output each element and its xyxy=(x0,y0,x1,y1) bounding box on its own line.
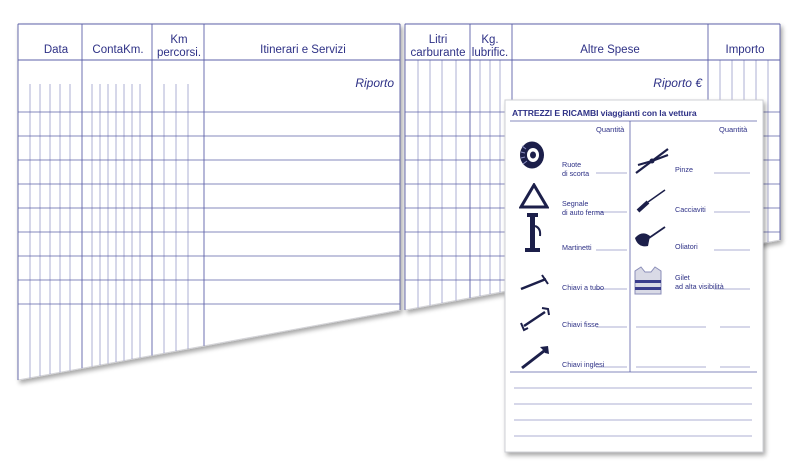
item-label-chiavi-inglesi: Chiavi inglesi xyxy=(562,360,605,369)
quantity-label-left: Quantità xyxy=(596,125,625,134)
right-riporto: Riporto € xyxy=(653,76,702,90)
item-label-martinetti: Martinetti xyxy=(562,243,592,252)
item-label-pinze: Pinze xyxy=(675,165,693,174)
screwdriver-icon xyxy=(634,187,668,215)
card-title: ATTREZZI E RICAMBI viaggianti con la vettura xyxy=(512,108,697,118)
tire-icon xyxy=(518,140,546,170)
item-label-cacciaviti: Cacciaviti xyxy=(675,205,706,214)
item-label-oliatori: Oliatori xyxy=(675,242,698,251)
left-riporto: Riporto xyxy=(355,76,394,90)
header-itinerari-servizi: Itinerari e Servizi xyxy=(260,44,346,56)
tube-wrench-icon xyxy=(518,274,552,292)
quantity-label-right: Quantità xyxy=(719,125,748,134)
item-label-chiavi-tubo: Chiavi a tubo xyxy=(562,283,604,292)
car-jack-icon xyxy=(522,212,544,254)
header-kg-lubrific: Kg. lubrific. xyxy=(471,34,509,59)
item-label-gilet: Gilet ad alta visibilità xyxy=(675,273,724,291)
header-km-percorsi: Km percorsi. xyxy=(156,34,202,59)
open-wrench-icon xyxy=(518,306,552,332)
header-litri-carburante: Litri carburante xyxy=(410,34,466,59)
oil-can-icon xyxy=(632,224,668,250)
item-label-segnale: Segnale di auto ferma xyxy=(562,199,604,217)
item-label-ruote: Ruote di scorta xyxy=(562,160,590,178)
header-data: Data xyxy=(43,44,69,56)
header-importo: Importo xyxy=(725,44,765,56)
adjustable-wrench-icon xyxy=(518,344,552,372)
safety-vest-icon xyxy=(633,266,663,296)
pliers-icon xyxy=(634,145,672,175)
warning-triangle-icon xyxy=(519,183,549,209)
item-label-chiavi-fisse: Chiavi fisse xyxy=(562,320,599,329)
header-contakm: ContaKm. xyxy=(92,44,144,56)
header-altre-spese: Altre Spese xyxy=(580,44,640,56)
